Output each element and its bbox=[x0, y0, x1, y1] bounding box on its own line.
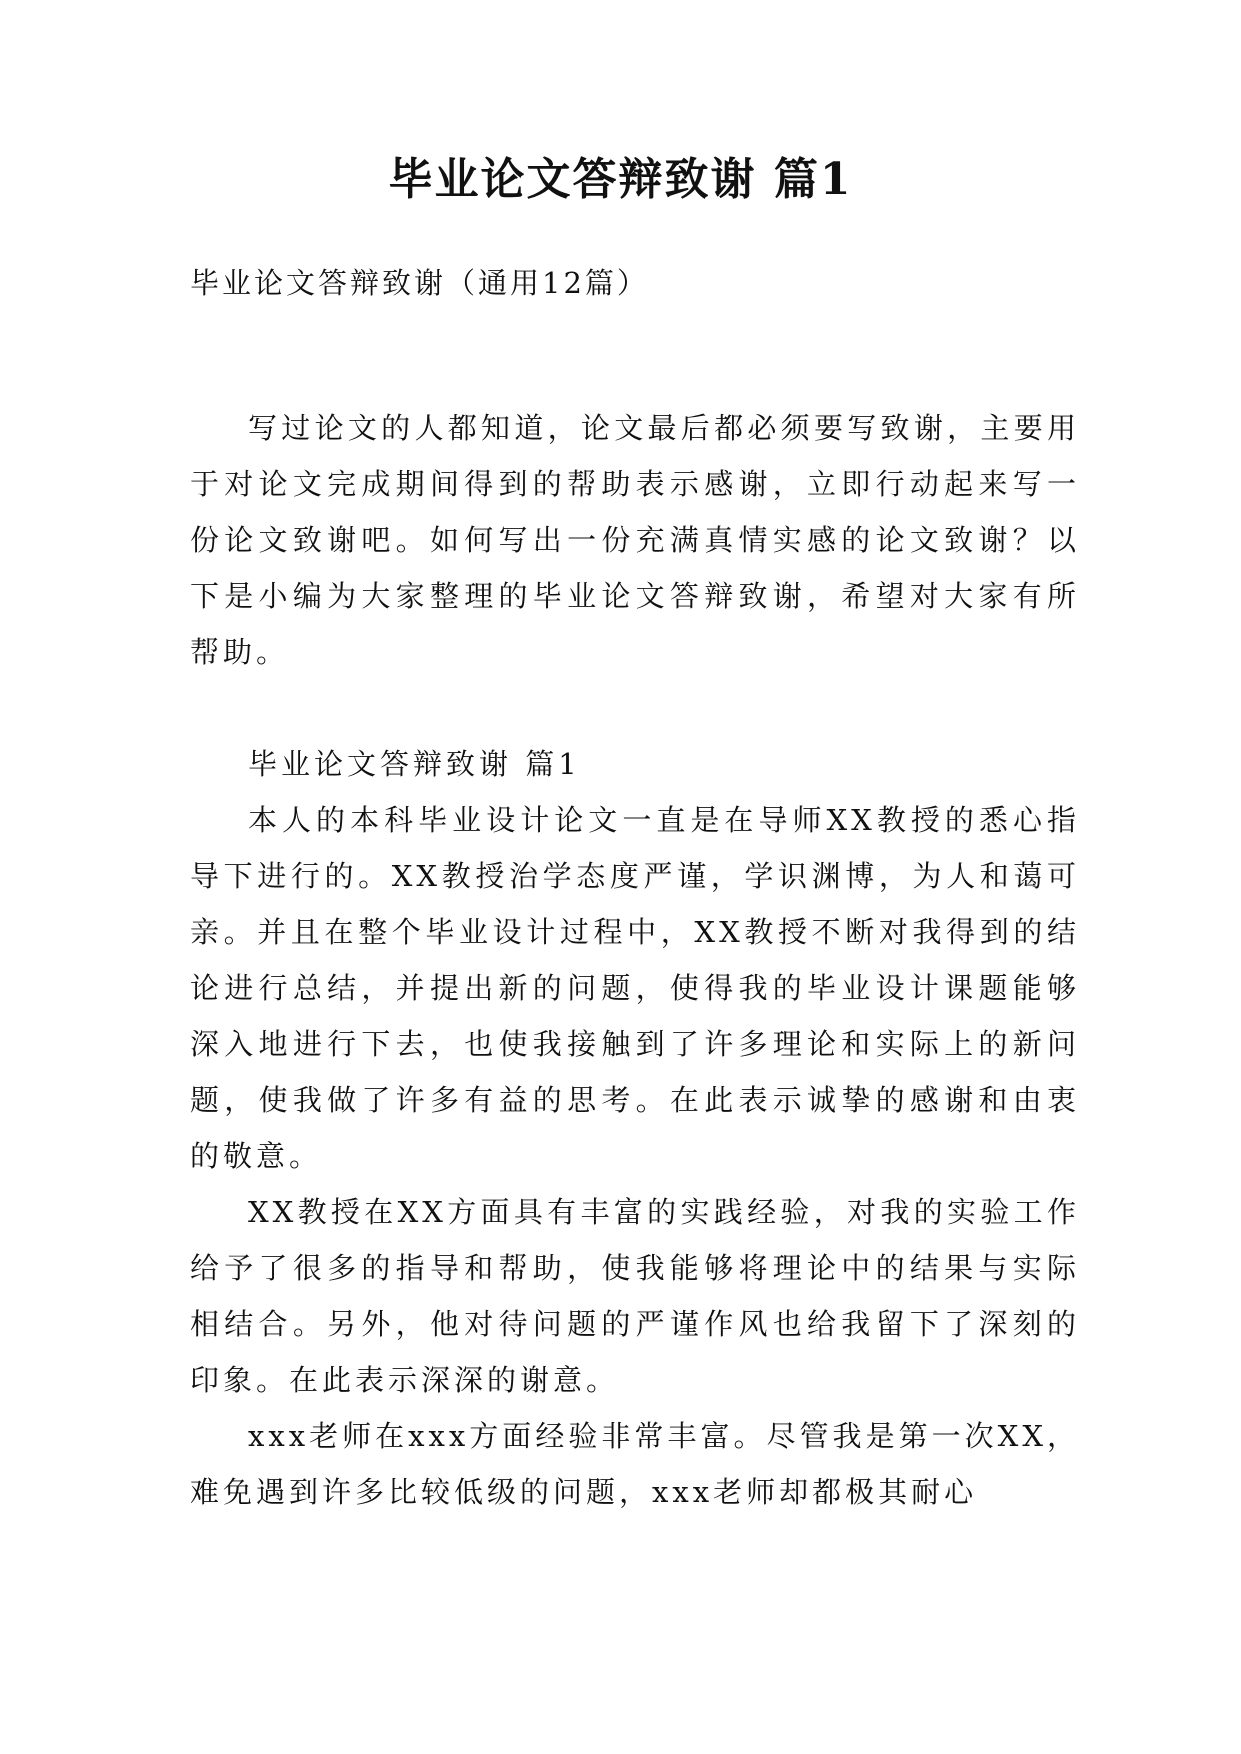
body-paragraph: xxx老师在xxx方面经验非常丰富。尽管我是第一次XX，难免遇到许多比较低级的问题，xxx老师却都极其耐心 bbox=[190, 1419, 1080, 1509]
section-heading: 毕业论文答辩致谢 篇1 bbox=[248, 747, 581, 781]
body-paragraph: XX教授在XX方面具有丰富的实践经验，对我的实验工作给予了很多的指导和帮助，使我能够将理论中的结果与实际相结合。另外，他对待问题的严谨作风也给我留下了深刻的印象。在此表示深深的谢意。 bbox=[190, 1195, 1080, 1397]
intro-paragraph: 写过论文的人都知道，论文最后都必须要写致谢，主要用于对论文完成期间得到的帮助表示感谢，立即行动起来写一份论文致谢吧。如何写出一份充满真情实感的论文致谢？以下是小编为大家整理的毕业论文答辩致谢，希望对大家有所帮助。 bbox=[190, 411, 1080, 669]
document-title: 毕业论文答辩致谢 篇1 bbox=[388, 154, 853, 205]
body-paragraph: 本人的本科毕业设计论文一直是在导师XX教授的悉心指导下进行的。XX教授治学态度严谨，学识渊博，为人和蔼可亲。并且在整个毕业设计过程中，XX教授不断对我得到的结论进行总结，并提出新的问题，使得我的毕业设计课题能够深入地进行下去，也使我接触到了许多理论和实际上的新问题，使我做了许多有益的思考。在此表示诚挚的感谢和由衷的敬意。 bbox=[190, 803, 1080, 1173]
document-body bbox=[190, 400, 1080, 1520]
document-subtitle: 毕业论文答辩致谢（通用12篇） bbox=[190, 266, 649, 300]
